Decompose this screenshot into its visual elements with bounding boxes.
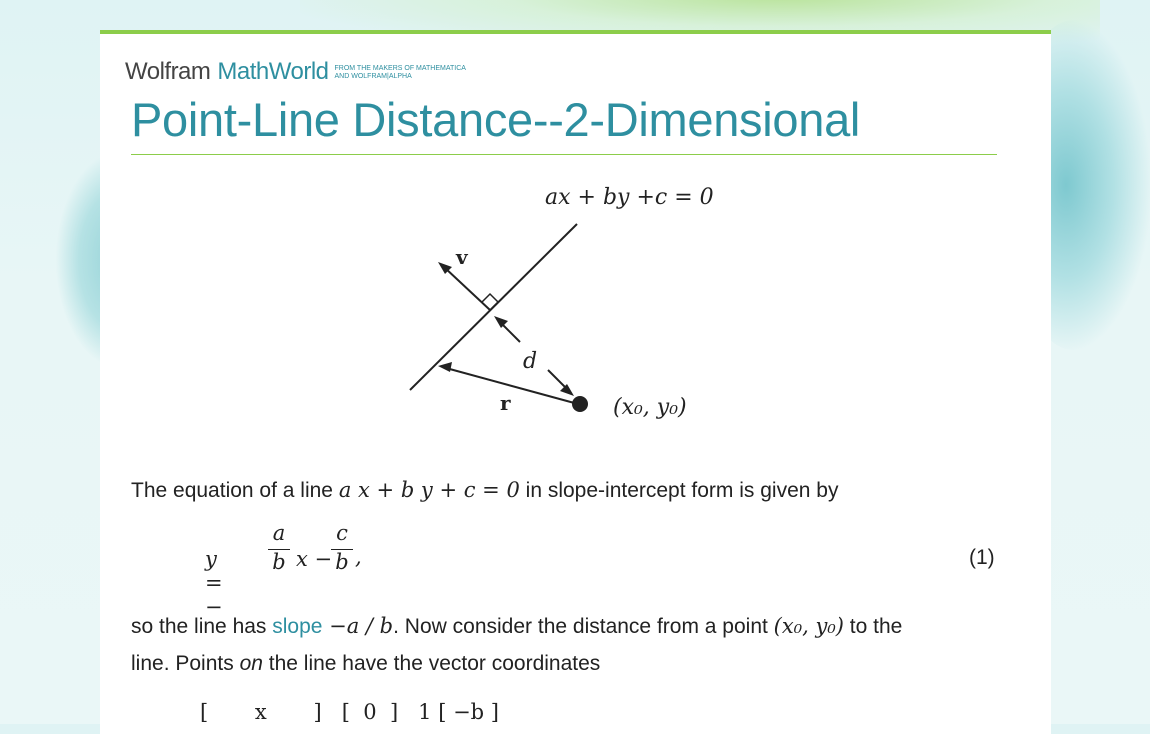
fraction-a-over-b: a b [268,521,290,574]
brand-name: Wolfram [125,58,211,85]
page-title: Point-Line Distance--2-Dimensional [131,93,861,146]
figure-right-angle-mark [482,294,498,310]
title-divider [131,154,997,155]
figure-point-label: (x₀, y₀) [613,395,687,420]
partial-equation-2: [ x ] [ 0 ] 1 [ −b ] [200,700,499,724]
fraction-c-over-b: c b [331,521,353,574]
paragraph-vector-coordinates: line. Points on the line have the vector coordinates [131,652,601,675]
brand-product: MathWorld [217,58,329,85]
figure-point [572,396,588,412]
slope-link[interactable]: slope [272,615,323,638]
figure-v-vector [444,267,490,310]
brand-tagline: FROM THE MAKERS OF MATHEMATICA AND WOLFRAM|ALPHA [334,65,466,80]
equation-number: (1) [969,546,995,569]
paragraph-slope: so the line has slope −a / b. Now consider the distance from a point (x₀, y₀) to the [131,614,903,638]
figure-line-equation: ax + by +c = 0 [545,185,714,210]
figure-d-lower-arrowhead [560,384,574,396]
figure-label-r: r [500,391,511,415]
figure-r-arrowhead [438,362,452,372]
figure-r-vector [446,368,578,404]
figure-label-v: v [456,245,468,269]
paragraph-line-equation: The equation of a line a x + b y + c = 0 in slope-intercept form is given by [131,478,839,502]
figure-d-upper-arrowhead [494,316,508,328]
figure-label-d: d [523,349,538,374]
content-card: Wolfram MathWorld FROM THE MAKERS OF MATHEMATICA AND WOLFRAM|ALPHA Point-Line Distance--2-Dimensional ax + by +c = 0 v d r (x₀, y₀) The equation of a line a x + b y + c = 0 in slope-intercept form is given by y = − a b x − c b , (1) so the line has slope −a / b. Now consider the distance from a point (x₀, y₀) to the line. Points on the line have the vector coordinates [ x ] [ 0 ] 1 [ −b ] [100,30,1051,734]
brand-logo[interactable] [125,58,466,86]
point-line-figure [400,174,720,434]
